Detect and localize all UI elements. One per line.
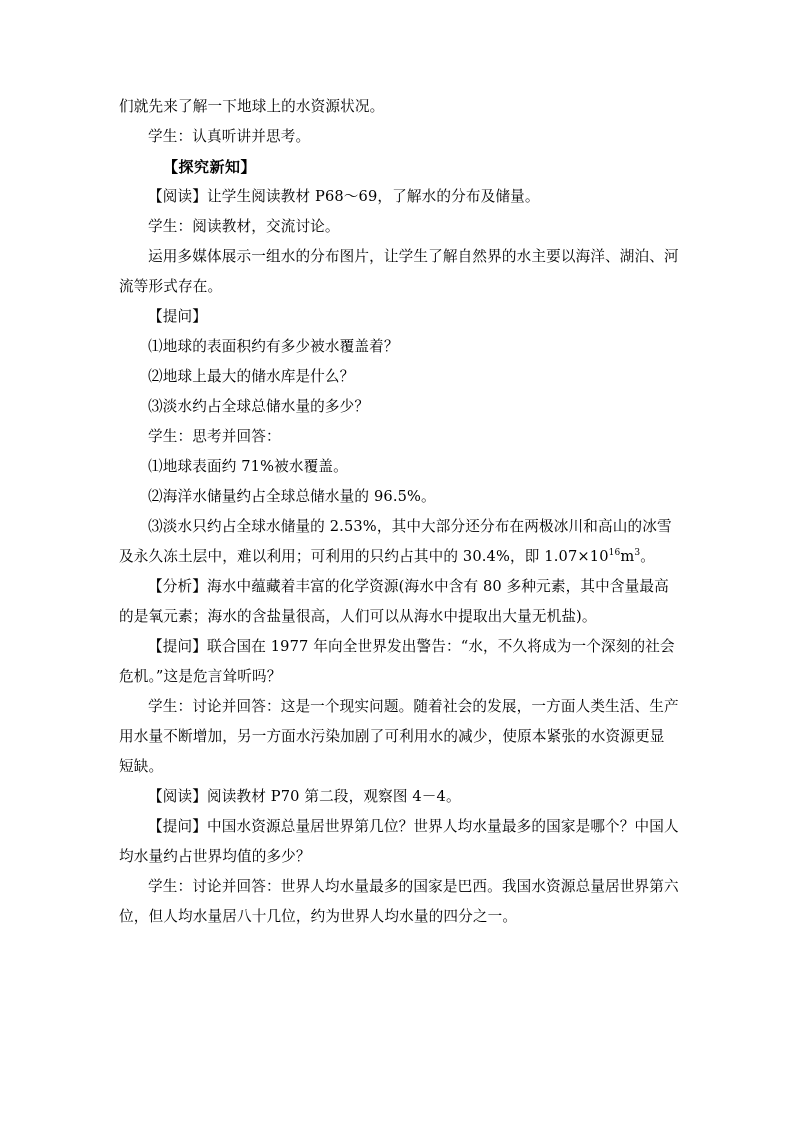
question-item: ⑴地球的表面积约有多少被水覆盖着？	[148, 338, 399, 355]
paragraph: 【阅读】阅读教材 P70 第二段，观察图 4－4。	[148, 788, 461, 805]
sentence-end: 。	[640, 548, 656, 565]
paragraph: 学生：阅读教材，交流讨论。	[148, 218, 340, 235]
answer-text: ⑶淡水只约占全球水储量的 2.53%，其中大部分还分布在两极冰川和高山的冰雪及永久冻土层中，难以利用；可利用的只约占其中的 30.4%，即 1.07×	[119, 518, 672, 565]
answer-item: ⑴地球表面约 71%被水覆盖。	[148, 458, 348, 475]
paragraph: 们就先来了解一下地球上的水资源状况。	[119, 98, 385, 115]
document-body	[119, 92, 679, 932]
number-base: 10	[589, 548, 609, 565]
paragraph: 学生：讨论并回答：世界人均水量最多的国家是巴西。我国水资源总量居世界第六位，但人均水量居八十几位，约为世界人均水量的四分之一。	[119, 878, 679, 925]
paragraph: 学生：思考并回答：	[148, 428, 281, 445]
paragraph: 【分析】海水中蕴藏着丰富的化学资源(海水中含有 80 多种元素，其中含量最高的是氧元素；海水的含盐量很高，人们可以从海水中提取出大量无机盐)。	[119, 578, 669, 625]
paragraph: 【阅读】让学生阅读教材 P68～69，了解水的分布及储量。	[148, 188, 540, 205]
answer-item: ⑵海洋水储量约占全球总储水量的 96.5%。	[148, 488, 436, 505]
paragraph: 学生：认真听讲并思考。	[148, 128, 311, 145]
paragraph: 运用多媒体展示一组水的分布图片，让学生了解自然界的水主要以海洋、湖泊、河流等形式存在。	[119, 248, 679, 295]
scientific-number	[590, 548, 655, 565]
section-heading: 【探究新知】	[163, 158, 257, 176]
unit-exponent: 3	[634, 548, 641, 559]
answer-item	[119, 512, 679, 572]
unit-text: m	[620, 548, 635, 565]
paragraph: 【提问】联合国在 1977 年向全世界发出警告：“水，不久将成为一个深刻的社会危机。”这是危言耸听吗？	[119, 638, 675, 685]
question-item: ⑵地球上最大的储水库是什么？	[148, 368, 355, 385]
question-label: 【提问】	[148, 308, 207, 325]
question-item: ⑶淡水约占全球总储水量的多少？	[148, 398, 370, 415]
number-exponent: 16	[608, 548, 621, 559]
paragraph: 学生：讨论并回答：这是一个现实问题。随着社会的发展，一方面人类生活、生产用水量不断增加，另一方面水污染加剧了可利用水的减少，使原本紧张的水资源更显短缺。	[119, 698, 679, 775]
paragraph: 【提问】中国水资源总量居世界第几位？世界人均水量最多的国家是哪个？中国人均水量约占世界均值的多少？	[119, 818, 679, 865]
